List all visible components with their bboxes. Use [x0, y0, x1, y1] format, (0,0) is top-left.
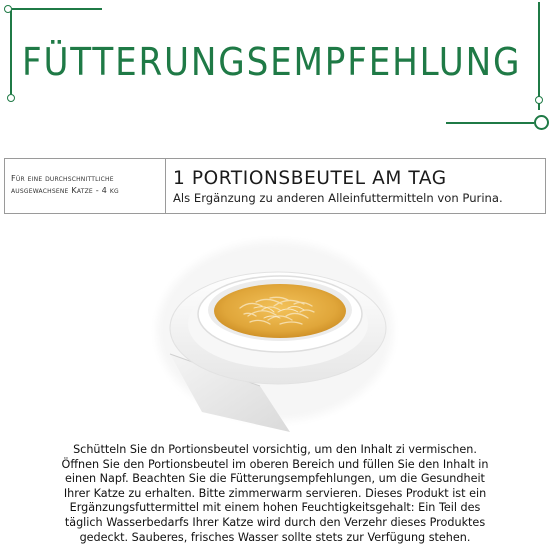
frame-left-dot: [7, 94, 15, 102]
instruction-line: Ergänzungsfuttermittel mit einem hohen Feuchtigkeitsgehalt: Ein Teil des: [69, 501, 481, 515]
feeding-recommendation-box: [4, 158, 546, 214]
soup-bowl-icon: [150, 236, 400, 436]
frame-bottom-line: [446, 122, 534, 124]
target-line-2: ausgewachsene Katze - 4 kg: [11, 185, 119, 195]
page-title: FÜTTERUNGSEMPFEHLUNG: [22, 40, 522, 84]
instruction-line: gedeckt. Sauberes, frisches Wasser sollte stets zur Verfügung stehen.: [79, 530, 471, 544]
target-line-1: Für eine durchschnittliche: [11, 173, 114, 183]
feeding-instructions: [20, 443, 530, 545]
portion-amount: 1 PORTIONSBEUTEL AM TAG: [173, 168, 447, 189]
instruction-line: Schütteln Sie dn Portionsbeutel vorsichtig, um den Inhalt zi vermischen.: [73, 443, 477, 456]
instruction-line: täglich Wasserbedarfs Ihrer Katze wird durch den Verzehr dieses Produktes: [64, 515, 486, 529]
frame-top-line: [12, 8, 102, 10]
portion-note: Als Ergänzung zu anderen Alleinfuttermitteln von Purina.: [173, 191, 503, 205]
instruction-line: Ihrer Katze zu erhalten. Bitte zimmerwarm servieren. Dieses Produkt ist ein: [63, 486, 487, 500]
frame-bottom-circle: [534, 115, 549, 130]
target-cat-description: [11, 172, 163, 196]
frame-right-dot-small: [535, 96, 543, 104]
instruction-line: einen Napf. Beachten Sie die Fütterungsempfehlungen, um die Gesundheit: [65, 472, 485, 486]
soup-bowl-illustration: [150, 236, 400, 436]
frame-right-line: [538, 2, 540, 110]
frame-top-dot: [4, 5, 12, 13]
instruction-line: Öffnen Sie den Portionsbeutel im oberen Bereich und füllen Sie den Inhalt in: [61, 457, 489, 471]
frame-left-line: [10, 10, 12, 94]
box-divider: [165, 159, 166, 213]
